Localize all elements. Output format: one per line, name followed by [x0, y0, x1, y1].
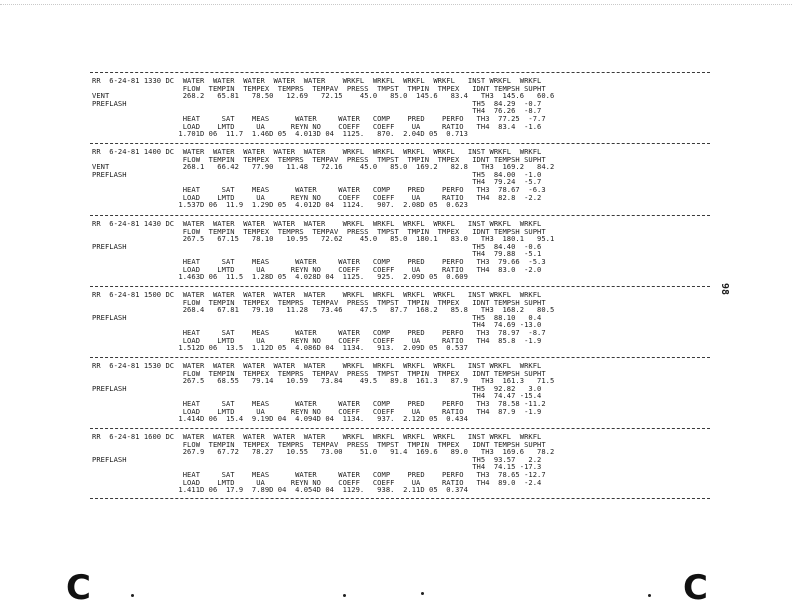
record-line: 267.5 68.55 79.14 10.59 73.84 49.5 89.8 161.3 87.9 TH3 161.3 71.5 [92, 376, 555, 386]
page-number: 98 [719, 283, 730, 296]
page-top-edge [0, 4, 792, 5]
record-line: VENT 268.1 66.42 77.90 11.48 72.16 45.0 85.0 169.2 82.8 TH3 169.2 84.2 [92, 162, 555, 172]
record-line: 1.701D 06 11.7 1.46D 05 4.013D 04 1125. 870. 2.04D 05 0.713 [92, 129, 468, 139]
record-line: RR 6-24-81 1600 DC WATER WATER WATER WATER WATER WRKFL WRKFL WRKFL WRKFL INST WRKFL WRKFL [92, 432, 542, 441]
record-line: HEAT SAT MEAS WATER WATER COMP PRED PERFO TH3 78.65 -12.7 [92, 470, 546, 479]
record-line: 267.9 67.72 78.27 10.55 73.00 51.0 91.4 169.6 89.0 TH3 169.6 78.2 [92, 447, 555, 457]
record-line: PREFLASH TH5 84.29 -0.7 [92, 98, 542, 108]
record-line: FLOW TEMPIN TEMPEX TEMPRS TEMPAV PRESS TMPST TMPIN TMPEX IDNT TEMPSH SUPHT [92, 226, 546, 236]
record-line: 1.411D 06 17.9 7.89D 04 4.054D 04 1129. 938. 2.11D 05 0.374 [92, 485, 468, 495]
record-line: LOAD LMTD UA REYN NO COEFF COEFF UA RATIO TH4 87.9 -1.9 [92, 406, 542, 416]
record-line: HEAT SAT MEAS WATER WATER COMP PRED PERFO TH3 77.25 -7.7 [92, 114, 546, 123]
speck [421, 592, 424, 595]
record-line: LOAD LMTD UA REYN NO COEFF COEFF UA RATIO TH4 83.4 -1.6 [92, 121, 542, 131]
record-line: 1.537D 06 11.9 1.29D 05 4.012D 04 1124. 907. 2.08D 05 0.623 [92, 200, 468, 210]
record-line: RR 6-24-81 1430 DC WATER WATER WATER WATER WATER WRKFL WRKFL WRKFL WRKFL INST WRKFL WRKFL [92, 219, 542, 228]
record-line: VENT 268.2 65.81 78.50 12.69 72.15 45.0 85.0 145.6 83.4 TH3 145.6 60.6 [92, 91, 555, 101]
record-line: RR 6-24-81 1500 DC WATER WATER WATER WATER WATER WRKFL WRKFL WRKFL WRKFL INST WRKFL WRKFL [92, 290, 542, 299]
record-line: LOAD LMTD UA REYN NO COEFF COEFF UA RATIO TH4 85.8 -1.9 [92, 335, 542, 345]
record-line: HEAT SAT MEAS WATER WATER COMP PRED PERFO TH3 78.97 -8.7 [92, 328, 546, 337]
record-separator [90, 143, 710, 144]
record-line: TH4 74.69 -13.0 [92, 320, 542, 330]
speck [343, 594, 346, 597]
record-line: PREFLASH TH5 92.82 3.0 [92, 383, 542, 393]
record-line: LOAD LMTD UA REYN NO COEFF COEFF UA RATIO TH4 82.8 -2.2 [92, 192, 542, 202]
record-line: LOAD LMTD UA REYN NO COEFF COEFF UA RATIO TH4 83.0 -2.0 [92, 264, 542, 274]
record-line: TH4 76.26 -8.7 [92, 106, 542, 116]
record-line: 1.414D 06 15.4 9.19D 04 4.094D 04 1134. 937. 2.12D 05 0.434 [92, 414, 468, 424]
record-line: RR 6-24-81 1330 DC WATER WATER WATER WATER WATER WRKFL WRKFL WRKFL WRKFL INST WRKFL WRKFL [92, 76, 542, 85]
record-line: RR 6-24-81 1400 DC WATER WATER WATER WATER WATER WRKFL WRKFL WRKFL WRKFL INST WRKFL WRKFL [92, 147, 542, 156]
record-line: 268.4 67.81 79.10 11.28 73.46 47.5 87.7 168.2 85.8 TH3 168.2 80.5 [92, 305, 555, 315]
record-separator [90, 428, 710, 429]
record-line: HEAT SAT MEAS WATER WATER COMP PRED PERFO TH3 78.58 -11.2 [92, 399, 546, 408]
record-line: LOAD LMTD UA REYN NO COEFF COEFF UA RATIO TH4 89.0 -2.4 [92, 477, 542, 487]
record-line: FLOW TEMPIN TEMPEX TEMPRS TEMPAV PRESS TMPST TMPIN TMPEX IDNT TEMPSH SUPHT [92, 154, 546, 164]
record-line: TH4 74.47 -15.4 [92, 391, 542, 401]
record-line: RR 6-24-81 1530 DC WATER WATER WATER WATER WATER WRKFL WRKFL WRKFL WRKFL INST WRKFL WRKFL [92, 361, 542, 370]
record-line: PREFLASH TH5 93.57 2.2 [92, 454, 542, 464]
record-line: FLOW TEMPIN TEMPEX TEMPRS TEMPAV PRESS TMPST TMPIN TMPEX IDNT TEMPSH SUPHT [92, 439, 546, 449]
record-line: PREFLASH TH5 88.10 0.4 [92, 312, 542, 322]
record-separator [90, 357, 710, 358]
record-line: FLOW TEMPIN TEMPEX TEMPRS TEMPAV PRESS TMPST TMPIN TMPEX IDNT TEMPSH SUPHT [92, 368, 546, 378]
speck [131, 594, 134, 597]
record-line: TH4 79.88 -5.1 [92, 249, 542, 259]
record-line: PREFLASH TH5 84.00 -1.0 [92, 169, 542, 179]
speck [648, 594, 651, 597]
record-line: HEAT SAT MEAS WATER WATER COMP PRED PERFO TH3 78.67 -6.3 [92, 185, 546, 194]
left-binding-mark: C [66, 568, 91, 608]
record-line: TH4 79.24 -5.7 [92, 177, 542, 187]
record-separator [90, 72, 710, 73]
record-line: 1.512D 06 13.5 1.12D 05 4.086D 04 1134. 913. 2.09D 05 0.537 [92, 343, 468, 353]
record-separator [90, 498, 710, 499]
record-line: 267.5 67.15 78.10 10.95 72.62 45.0 85.0 180.1 83.0 TH3 180.1 95.1 [92, 234, 555, 244]
record-line: FLOW TEMPIN TEMPEX TEMPRS TEMPAV PRESS TMPST TMPIN TMPEX IDNT TEMPSH SUPHT [92, 83, 546, 93]
record-separator [90, 286, 710, 287]
right-binding-mark: C [683, 568, 708, 608]
record-separator [90, 215, 710, 216]
record-line: 1.463D 06 11.5 1.28D 05 4.028D 04 1125. 925. 2.09D 05 0.609 [92, 272, 468, 282]
record-line: FLOW TEMPIN TEMPEX TEMPRS TEMPAV PRESS TMPST TMPIN TMPEX IDNT TEMPSH SUPHT [92, 297, 546, 307]
record-line: HEAT SAT MEAS WATER WATER COMP PRED PERFO TH3 79.66 -5.3 [92, 257, 546, 266]
record-line: PREFLASH TH5 84.40 -0.6 [92, 241, 542, 251]
record-line: TH4 74.15 -17.3 [92, 462, 542, 472]
